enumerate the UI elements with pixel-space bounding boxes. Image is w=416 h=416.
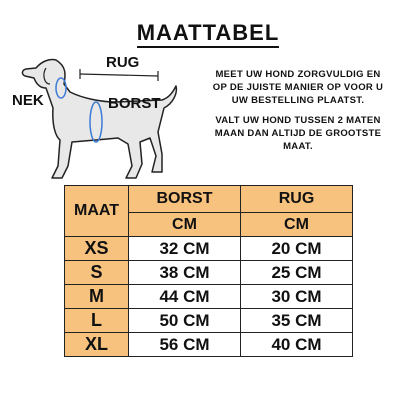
borst-value: 56 CM	[129, 333, 241, 357]
size-table	[64, 185, 353, 357]
rug-value: 40 CM	[241, 333, 353, 357]
rug-value: 30 CM	[241, 285, 353, 309]
rug-value: 20 CM	[241, 237, 353, 261]
rug-value: 35 CM	[241, 309, 353, 333]
dog-body	[22, 59, 176, 178]
table-row	[65, 261, 353, 285]
size-label: L	[65, 309, 129, 333]
instruction-line: VALT UW HOND TUSSEN 2 MATEN	[215, 115, 381, 126]
size-label: S	[65, 261, 129, 285]
label-rug: RUG	[106, 54, 140, 71]
instruction-line: OP DE JUISTE MANIER OP VOOR U	[212, 82, 384, 93]
instruction-tip	[192, 114, 404, 153]
dog-silhouette-illustration	[0, 42, 200, 192]
label-borst: BORST	[108, 95, 161, 112]
table-row	[65, 333, 353, 357]
table-row	[65, 309, 353, 333]
size-label: XS	[65, 237, 129, 261]
borst-value: 50 CM	[129, 309, 241, 333]
table-row	[65, 285, 353, 309]
label-nek: NEK	[12, 92, 44, 109]
header-rug: RUG	[241, 186, 353, 213]
borst-value: 32 CM	[129, 237, 241, 261]
back-length-line	[80, 74, 158, 76]
header-borst-unit: CM	[129, 213, 241, 237]
size-label: XL	[65, 333, 129, 357]
rug-value: 25 CM	[241, 261, 353, 285]
borst-value: 44 CM	[129, 285, 241, 309]
header-borst: BORST	[129, 186, 241, 213]
table-header-row	[65, 186, 353, 213]
instruction-line: MAAN DAN ALTIJD DE GROOTSTE	[214, 128, 382, 139]
instruction-text	[192, 68, 404, 107]
table-row	[65, 237, 353, 261]
instruction-line: UW BESTELLING PLAATST.	[231, 95, 365, 106]
borst-value: 38 CM	[129, 261, 241, 285]
header-rug-unit: CM	[241, 213, 353, 237]
size-label: M	[65, 285, 129, 309]
header-maat: MAAT	[65, 186, 129, 237]
page-title: MAATTABEL	[0, 20, 416, 46]
instruction-line: MAAT.	[283, 141, 313, 152]
instruction-line: MEET UW HOND ZORGVULDIG EN	[215, 69, 381, 80]
